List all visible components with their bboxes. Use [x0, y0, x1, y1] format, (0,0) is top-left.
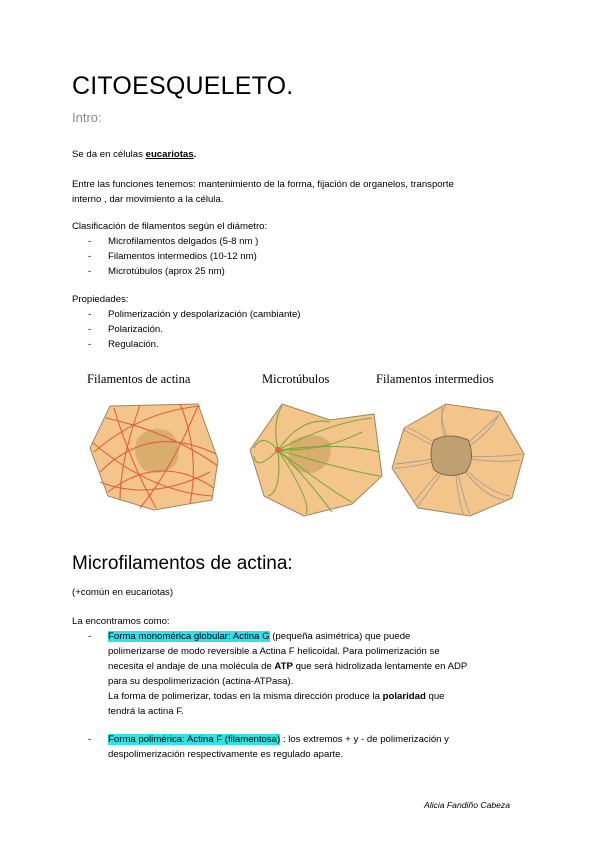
list-item [88, 337, 301, 352]
actin-form-item-2 [88, 732, 538, 762]
figure-label-microtubules: Microtúbulos [262, 372, 330, 386]
highlight-actina-g: Forma monomérica globular: Actina G [108, 631, 270, 642]
bullet-dash: - [88, 251, 92, 262]
list-item-text: Regulación. [108, 339, 159, 350]
list-item [88, 322, 301, 337]
atp-term: ATP [274, 661, 293, 672]
polaridad-term: polaridad [382, 691, 426, 702]
item1-line-3-pre: necesita el andaje de una molécula de [108, 661, 275, 672]
bullet-dash: - [88, 266, 92, 277]
author-signature: Alicia Fandiño Cabeza [424, 800, 510, 810]
list-item-text: Filamentos intermedios (10-12 nm) [108, 251, 257, 262]
properties-intro: Propiedades: [72, 294, 129, 305]
item1-line-4: para su despolimerización (actina-ATPasa). [108, 676, 294, 687]
classification-intro: Clasificación de filamentos según el diámetro: [72, 221, 268, 232]
intermediate-cell [392, 404, 524, 516]
item1-line-2: polimerizarse de modo reversible a Actina F helicoidal. Para polimerización se [108, 646, 440, 657]
actin-nucleus [135, 429, 179, 473]
figure-label-intermediate: Filamentos intermedios [376, 372, 494, 386]
bullet-dash: - [88, 734, 92, 745]
list-item-text: Microtúbulos (aprox 25 nm) [108, 266, 225, 277]
eucariotas-term: eucariotas [145, 149, 194, 160]
highlight-actina-f: Forma polimérica: Actina F (filamentosa) [108, 734, 281, 745]
list-item [88, 264, 258, 279]
item1-line-6: tendrá la actina F. [108, 706, 184, 717]
centrosome [275, 447, 281, 453]
intro-paragraph [72, 147, 532, 162]
section-note: (+común en eucariotas) [72, 587, 174, 598]
classification-list [88, 234, 258, 279]
item1-line-3-post: que será hidrolizada lentamente en ADP [292, 661, 468, 672]
intro-period: . [193, 149, 197, 160]
figure-label-actin: Filamentos de actina [87, 372, 191, 386]
list-item-text: Polarización. [108, 324, 163, 335]
item2-rest: : los extremos + y - de polimerización y [280, 734, 449, 745]
found-as-intro: La encontramos como: [72, 616, 170, 627]
bullet-dash: - [88, 631, 92, 642]
page-title: CITOESQUELETO. [72, 72, 294, 100]
bullet-dash: - [88, 309, 92, 320]
cytoskeleton-figure [80, 392, 530, 532]
actin-cell [90, 404, 218, 510]
item1-line-5-post: que [425, 691, 445, 702]
functions-paragraph [72, 177, 532, 207]
bullet-dash: - [88, 339, 92, 350]
intermediate-nucleus [431, 436, 472, 476]
list-item-text: Microfilamentos delgados (5-8 nm ) [108, 236, 259, 247]
bullet-dash: - [88, 324, 92, 335]
intro-text: Se da en células [72, 149, 146, 160]
functions-line-2: interno , dar movimiento a la célula. [72, 194, 224, 205]
item2-line-2: despolimerización respectivamente es regulado aparte. [108, 749, 344, 760]
section-heading-actin: Microfilamentos de actina: [72, 553, 293, 574]
list-item [88, 234, 258, 249]
list-item [88, 249, 258, 264]
functions-line-1: Entre las funciones tenemos: mantenimiento de la forma, fijación de organelos, transporte [72, 179, 454, 190]
properties-list [88, 307, 301, 352]
item1-rest: (pequeña asimétrica) que puede [269, 631, 411, 642]
actin-form-item-1 [88, 629, 538, 719]
intro-heading: Intro: [72, 110, 102, 125]
list-item [88, 307, 301, 322]
microtubule-cell [250, 404, 382, 516]
bullet-dash: - [88, 236, 92, 247]
item1-line-5-pre: La forma de polimerizar, todas en la misma dirección produce la [108, 691, 383, 702]
list-item-text: Polimerización y despolarización (cambiante) [108, 309, 301, 320]
